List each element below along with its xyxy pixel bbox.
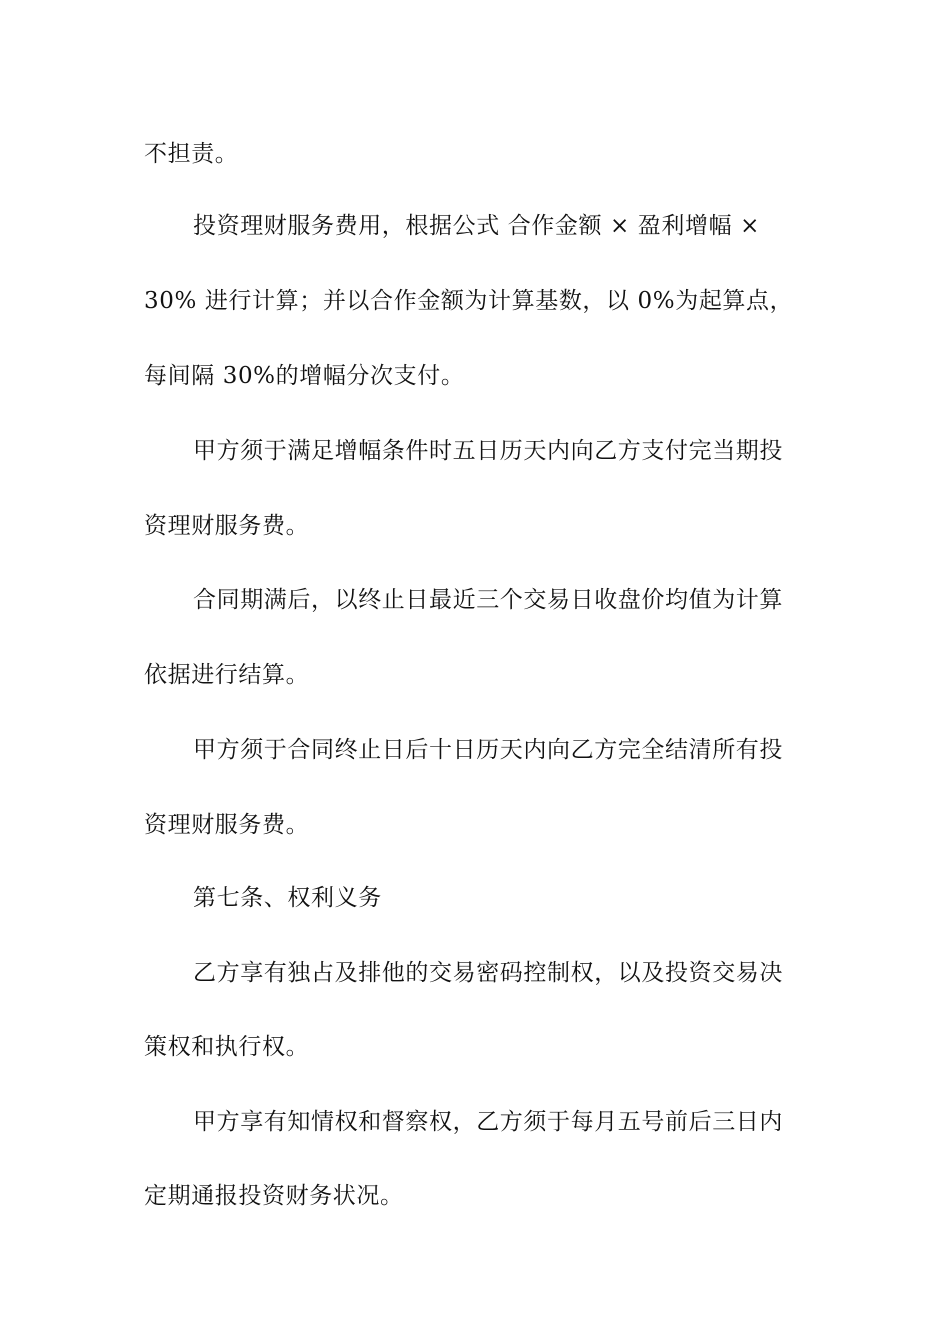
paragraph-line: 策权和执行权。 [144, 1034, 310, 1060]
paragraph-line: 甲方须于满足增幅条件时五日历天内向乙方支付完当期投 [193, 438, 783, 464]
paragraph-line: 资理财服务费。 [144, 513, 310, 539]
paragraph-line: 资理财服务费。 [144, 812, 310, 838]
paragraph-line: 30% 进行计算；并以合作金额为计算基数，以 0%为起算点， [144, 288, 794, 314]
paragraph-line: 不担责。 [144, 141, 239, 167]
paragraph-line: 投资理财服务费用，根据公式 合作金额 × 盈利增幅 × [193, 213, 760, 239]
paragraph-line: 乙方享有独占及排他的交易密码控制权，以及投资交易决 [193, 960, 783, 986]
paragraph-line: 合同期满后，以终止日最近三个交易日收盘价均值为计算 [193, 587, 783, 613]
paragraph-line: 甲方享有知情权和督察权，乙方须于每月五号前后三日内 [193, 1109, 783, 1135]
section-heading: 第七条、权利义务 [193, 885, 382, 911]
paragraph-line: 定期通报投资财务状况。 [144, 1183, 404, 1209]
paragraph-line: 依据进行结算。 [144, 662, 310, 688]
paragraph-line: 甲方须于合同终止日后十日历天内向乙方完全结清所有投 [193, 737, 783, 763]
paragraph-line: 每间隔 30%的增幅分次支付。 [144, 363, 465, 389]
